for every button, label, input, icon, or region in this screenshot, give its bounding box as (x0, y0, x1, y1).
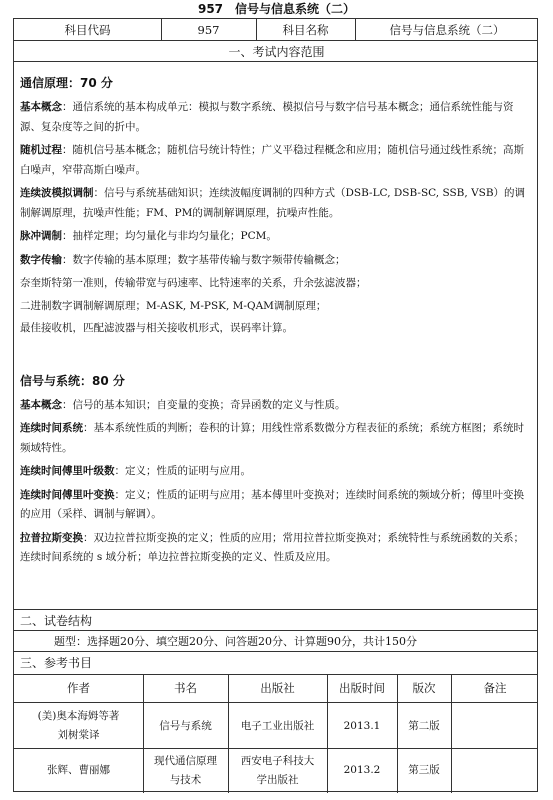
ref-book-line: 与技术 (169, 774, 202, 786)
divider (14, 609, 537, 610)
section1-title: 一、考试内容范围 (228, 45, 325, 59)
ref-author (14, 707, 143, 745)
part2-item (20, 462, 532, 482)
col-header-publisher: 出版社 (260, 681, 295, 695)
part2-item-keyword: 连续时间傅里叶级数 (20, 465, 115, 477)
part2-item-text: ：定义；性质的证明与应用。 (114, 465, 251, 477)
part2-title: 信号与系统：80 分 (20, 373, 125, 388)
ref-author: 张辉、曹丽娜 (47, 764, 110, 776)
part1-item (20, 227, 532, 247)
section3-title: 三、参考书目 (20, 656, 93, 670)
ref-book (143, 752, 228, 790)
col-header-author: 作者 (67, 681, 90, 695)
ref-book: 信号与系统 (159, 720, 212, 732)
part1-item-text: ：随机信号基本概念；随机信号统计特性；广义平稳过程概念和应用；随机信号通过线性系统；高斯白噪声，窄带高斯白噪声。 (20, 144, 524, 176)
exam-scope-content (20, 74, 532, 568)
part2-item-text: ：双边拉普拉斯变换的定义；性质的应用；常用拉普拉斯变换对；系统特性与系统函数的关系；连续时间系统的 s 域分析；单边拉普拉斯变换的定义、性质及应用。 (20, 531, 524, 563)
part2-item (20, 396, 532, 416)
ref-publisher-line: 学出版社 (256, 774, 299, 786)
exam-structure-text: 题型：选择题20分、填空题20分、问答题20分、计算题90分，共计150分 (54, 635, 417, 648)
ref-author-line: 刘树棠译 (57, 729, 100, 741)
ref-edition: 第二版 (408, 720, 440, 732)
part2-item (20, 529, 532, 568)
col-header-note: 备注 (483, 681, 507, 695)
divider (14, 651, 537, 652)
part1-item-text: ：抽样定理；均匀量化与非均匀量化；PCM。 (62, 230, 277, 242)
part2-item-text: ：基本系统性质的判断；卷积的计算；用线性常系数微分方程表征的系统；系统方框图；系统时频域特性。 (20, 422, 524, 454)
ref-edition: 第三版 (408, 764, 440, 776)
col-header-book: 书名 (174, 681, 197, 695)
divider (14, 702, 537, 703)
part1-item-text: ：信号与系统基础知识；连续波幅度调制的四种方式（DSB-LC, DSB-SC, SSB, VSB）的调制解调原理，抗噪声性能；FM、PM的调制解调原理，抗噪声性能。 (20, 187, 526, 219)
part1-line: 奈奎斯特第一准则，传输带宽与码速率、比特速率的关系，升余弦滤波器； (20, 277, 367, 289)
part1-line: 最佳接收机，匹配滤波器与相关接收机形式，误码率计算。 (20, 322, 293, 334)
part1-item (20, 141, 532, 180)
part1-item-keyword: 脉冲调制 (20, 230, 62, 242)
subject-name-label: 科目名称 (282, 23, 329, 37)
part1-item (20, 98, 532, 137)
ref-publisher: 电子工业出版社 (240, 720, 315, 732)
divider (14, 674, 537, 675)
ref-time: 2013.1 (343, 720, 381, 732)
ref-publisher-line: 西安电子科技大 (240, 755, 315, 767)
part1-item-keyword: 随机过程 (20, 144, 62, 156)
ref-publisher (228, 752, 327, 790)
part1-item-keyword: 数字传输 (20, 253, 62, 266)
document-title: 957 信号与信息系统（二） (197, 2, 356, 16)
part2-item-keyword: 基本概念 (20, 398, 62, 411)
subject-code-value: 957 (197, 23, 220, 37)
ref-author-line: (美)奥本海姆等著 (37, 710, 120, 722)
divider (14, 748, 537, 749)
part1-item-text: ：数字传输的基本原理；数字基带传输与数字频带传输概念； (62, 253, 346, 266)
part2-item-text: ：定义；性质的证明与应用；基本傅里叶变换对；连续时间系统的频域分析；傅里叶变换的应用（采样、调制与解调）。 (20, 488, 524, 520)
subject-code-label: 科目代码 (64, 23, 111, 37)
exam-outline-table (13, 18, 538, 792)
divider (14, 40, 537, 41)
section2-title: 二、试卷结构 (20, 614, 93, 628)
part2-item (20, 486, 532, 525)
divider (14, 630, 537, 631)
subject-name-value: 信号与信息系统（二） (389, 23, 505, 37)
part1-item (20, 184, 532, 223)
col-header-time: 出版时间 (339, 681, 385, 695)
ref-book-line: 现代通信原理 (154, 755, 217, 767)
part1-item-text: ：通信系统的基本构成单元：模拟与数字系统、模拟信号与数字信号基本概念；通信系统性能与资源、复杂度等之间的折中。 (20, 101, 514, 133)
part2-item-keyword: 连续时间傅里叶变换 (20, 488, 115, 501)
part1-line: 二进制数字调制解调原理；M-ASK, M-PSK, M-QAM调制原理； (20, 299, 327, 312)
part2-item-text: ：信号的基本知识；自变量的变换；奇异函数的定义与性质。 (62, 398, 346, 411)
part1-item-keyword: 基本概念 (20, 101, 62, 113)
part1-title: 通信原理：70 分 (20, 76, 113, 90)
part2-item-keyword: 拉普拉斯变换 (20, 531, 83, 544)
ref-time: 2013.2 (343, 764, 381, 776)
part2-item (20, 419, 532, 458)
part2-item-keyword: 连续时间系统 (20, 422, 83, 434)
col-header-edition: 版次 (412, 681, 436, 695)
divider (14, 61, 537, 62)
part1-item (20, 251, 532, 271)
part1-item-keyword: 连续波模拟调制 (20, 187, 94, 199)
